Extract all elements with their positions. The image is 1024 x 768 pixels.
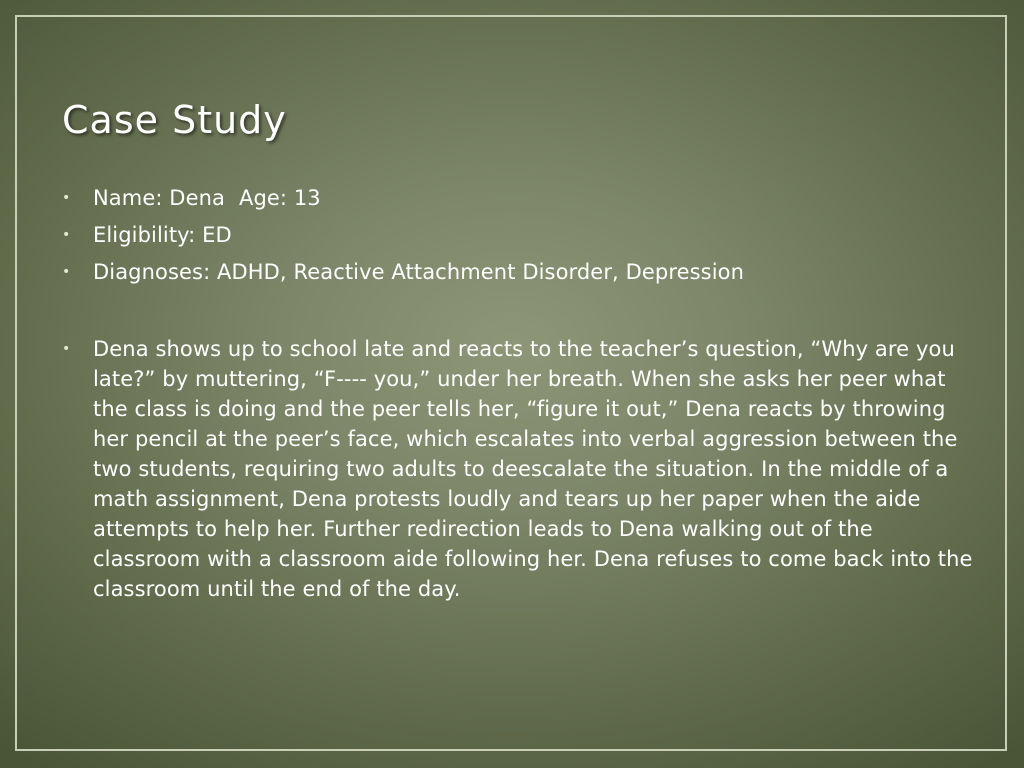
case-narrative-list — [60, 334, 980, 604]
list-item-diagnoses — [60, 254, 980, 291]
list-item-narrative — [60, 334, 980, 604]
bullet-icon: • — [62, 341, 71, 357]
bullet-icon: • — [62, 190, 71, 206]
diagnoses-text: Diagnoses: ADHD, Reactive Attachment Disorder, Depression — [93, 260, 744, 284]
narrative-text: Dena shows up to school late and reacts to the teacher’s question, “Why are you late?” by muttering, “F---- you,” under her breath. When she asks her peer what the class is doing and the peer tells her, “figure it out,” Dena reacts by throwing her pencil at the peer’s face, which escalates into verbal aggression between the two students, requiring two adults to deescalate the situation. In the middle of a math assignment, Dena protests loudly and tears up her paper when the aide attempts to help her. Further redirection leads to Dena walking out of the classroom with a classroom aide following her. Dena refuses to come back into the classroom until the end of the day. — [93, 337, 973, 601]
name-text: Name: Dena — [93, 186, 225, 210]
slide-title: Case Study — [62, 98, 287, 142]
list-item-eligibility — [60, 217, 980, 254]
bullet-icon: • — [62, 227, 71, 243]
case-details-list — [60, 180, 980, 291]
eligibility-text: Eligibility: ED — [93, 223, 232, 247]
list-item-name-age — [60, 180, 980, 217]
bullet-icon: • — [62, 264, 71, 280]
age-text: Age: 13 — [238, 186, 321, 210]
